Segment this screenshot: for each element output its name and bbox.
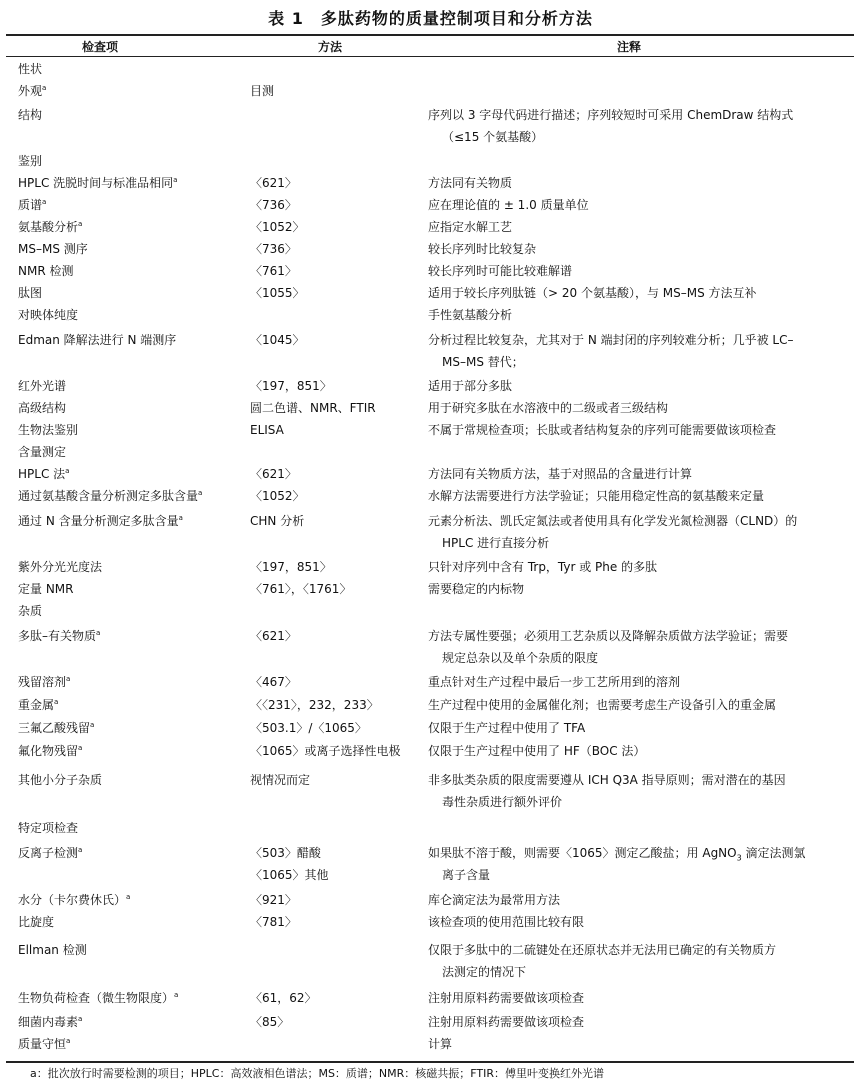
note-cell <box>428 717 833 739</box>
method-cell <box>250 463 425 485</box>
note-text: 注射用原料药需要做该项检查 <box>428 991 585 1005</box>
item-label: 性状 <box>18 62 43 76</box>
item-cell <box>18 600 250 622</box>
footnote-marker: a <box>54 698 59 706</box>
item-cell <box>18 939 250 961</box>
method-text: 〈736〉 <box>250 242 297 256</box>
method-cell <box>250 769 425 791</box>
note-text: 如果肽不溶于酸，则需要〈1065〉测定乙酸盐；用 AgNO <box>428 846 737 860</box>
note-cell <box>428 769 833 813</box>
item-label: NMR 检测 <box>18 264 74 278</box>
method-text: 〈1052〉 <box>250 220 305 234</box>
note-cell <box>428 260 833 282</box>
item-label: 细菌内毒素 <box>18 1015 79 1029</box>
method-cell <box>250 740 425 762</box>
item-cell <box>18 842 250 864</box>
method-text: 〈〈231〉，232，233〉 <box>250 698 379 712</box>
method-cell <box>250 578 425 600</box>
note-cell <box>428 485 833 507</box>
item-label: 含量测定 <box>18 445 67 459</box>
item-label: HPLC 洗脱时间与标准品相同 <box>18 176 174 190</box>
item-cell <box>18 238 250 260</box>
item-cell <box>18 485 250 507</box>
item-label: 红外光谱 <box>18 379 67 393</box>
item-label: 通过 N 含量分析测定多肽含量 <box>18 514 179 528</box>
item-cell <box>18 1033 250 1055</box>
item-label: 高级结构 <box>18 401 67 415</box>
note-cell <box>428 329 833 373</box>
item-cell <box>18 58 250 80</box>
note-cell <box>428 911 833 933</box>
note-cell <box>428 987 833 1009</box>
method-cell <box>250 375 425 397</box>
method-cell <box>250 260 425 282</box>
footnote-marker: a <box>78 220 83 228</box>
method-text: 〈621〉 <box>250 176 297 190</box>
note-text: 非多肽类杂质的限度需要遵从 ICH Q3A 指导原则；需对潜在的基因 <box>428 773 786 787</box>
item-label: 结构 <box>18 108 43 122</box>
note-cell <box>428 375 833 397</box>
table-title: 表 1 多肽药物的质量控制项目和分析方法 <box>268 9 593 28</box>
note-text: 生产过程中使用的金属催化剂；也需要考虑生产设备引入的重金属 <box>428 698 777 712</box>
note-text: 仅限于生产过程中使用了 HF（BOC 法） <box>428 744 646 758</box>
note-text: 注射用原料药需要做该项检查 <box>428 1015 585 1029</box>
note-text-continued: 规定总杂以及单个杂质的限度 <box>442 651 599 665</box>
note-cell <box>428 625 833 669</box>
method-cell <box>250 510 425 532</box>
item-cell <box>18 441 250 463</box>
item-cell <box>18 216 250 238</box>
method-cell <box>250 216 425 238</box>
item-cell <box>18 329 250 351</box>
method-cell <box>250 717 425 739</box>
method-cell <box>250 987 425 1009</box>
item-cell <box>18 419 250 441</box>
item-label: MS–MS 测序 <box>18 242 88 256</box>
note-text-continued: 法测定的情况下 <box>442 965 527 979</box>
note-text: 适用于部分多肽 <box>428 379 513 393</box>
footnote-marker: a <box>126 893 131 901</box>
note-text: 需要稳定的内标物 <box>428 582 525 596</box>
item-label: HPLC 法 <box>18 467 66 481</box>
note-cell <box>428 397 833 419</box>
method-text: 〈1052〉 <box>250 489 305 503</box>
method-text: 〈736〉 <box>250 198 297 212</box>
method-text: 〈467〉 <box>250 675 297 689</box>
item-label: 多肽–有关物质 <box>18 629 97 643</box>
footnote-marker: a <box>96 629 101 637</box>
header-item: 检查项 <box>82 40 119 54</box>
note-text: 适用于较长序列肽链（> 20 个氨基酸），与 MS–MS 方法互补 <box>428 286 757 300</box>
item-label: 质量守恒 <box>18 1037 67 1051</box>
footnote-marker: a <box>42 198 47 206</box>
method-text: 〈85〉 <box>250 1015 290 1029</box>
footnote-marker: a <box>173 176 178 184</box>
note-cell <box>428 510 833 554</box>
note-text: 不属于常规检查项；长肽或者结构复杂的序列可能需要做该项检查 <box>428 423 777 437</box>
item-label: Ellman 检测 <box>18 943 87 957</box>
item-label: 生物负荷检查（微生物限度） <box>18 991 175 1005</box>
item-cell <box>18 194 250 216</box>
method-cell <box>250 842 425 886</box>
note-text: 重点针对生产过程中最后一步工艺所用到的溶剂 <box>428 675 681 689</box>
note-text: 应在理论值的 ± 1.0 质量单位 <box>428 198 589 212</box>
note-text: 该检查项的使用范围比较有限 <box>428 915 585 929</box>
method-cell <box>250 485 425 507</box>
item-label: 定量 NMR <box>18 582 74 596</box>
item-label: 特定项检查 <box>18 821 79 835</box>
note-text: 应指定水解工艺 <box>428 220 513 234</box>
note-cell <box>428 304 833 326</box>
method-text: 〈61，62〉 <box>250 991 317 1005</box>
method-text: 〈921〉 <box>250 893 297 907</box>
item-label: 通过氨基酸含量分析测定多肽含量 <box>18 489 199 503</box>
note-cell <box>428 556 833 578</box>
note-text: 只针对序列中含有 Trp，Tyr 或 Phe 的多肽 <box>428 560 658 574</box>
item-label: 鉴别 <box>18 154 43 168</box>
method-text: 〈1065〉或离子选择性电极 <box>250 744 401 758</box>
item-cell <box>18 1011 250 1033</box>
method-text: ELISA <box>250 423 284 437</box>
note-cell <box>428 889 833 911</box>
method-text: 〈197，851〉 <box>250 379 332 393</box>
note-cell <box>428 671 833 693</box>
note-text: 方法同有关物质 <box>428 176 513 190</box>
item-cell <box>18 889 250 911</box>
note-cell <box>428 1033 833 1055</box>
method-cell <box>250 1011 425 1033</box>
method-cell <box>250 238 425 260</box>
method-cell <box>250 80 425 102</box>
note-cell <box>428 842 833 886</box>
method-cell <box>250 671 425 693</box>
method-text: 视情况而定 <box>250 773 311 787</box>
method-text: 〈1055〉 <box>250 286 305 300</box>
item-cell <box>18 987 250 1009</box>
method-cell <box>250 172 425 194</box>
method-cell <box>250 397 425 419</box>
note-text: 仅限于生产过程中使用了 TFA <box>428 721 586 735</box>
method-cell <box>250 911 425 933</box>
item-label: 反离子检测 <box>18 846 79 860</box>
item-label: 水分（卡尔费休氏） <box>18 893 127 907</box>
item-label: 比旋度 <box>18 915 55 929</box>
footnote-marker: a <box>66 1037 71 1045</box>
item-cell <box>18 671 250 693</box>
method-text: 〈761〉 <box>250 264 297 278</box>
item-cell <box>18 740 250 762</box>
note-cell <box>428 104 833 148</box>
note-text-continued: （≤15 个氨基酸） <box>442 130 544 144</box>
note-text: 水解方法需要进行方法学验证；只能用稳定性高的氨基酸来定量 <box>428 489 765 503</box>
footnote-marker: a <box>65 467 70 475</box>
note-text: 滴定法测氯 <box>741 846 806 860</box>
item-cell <box>18 717 250 739</box>
note-text: 方法同有关物质方法，基于对照品的含量进行计算 <box>428 467 693 481</box>
method-text: CHN 分析 <box>250 514 305 528</box>
method-text: 〈1045〉 <box>250 333 305 347</box>
footnote: a：批次放行时需要检测的项目；HPLC：高效液相色谱法；MS：质谱；NMR：核磁共振；FTIR：傅里叶变换红外光谱 <box>30 1067 605 1080</box>
note-text: 库仑滴定法为最常用方法 <box>428 893 561 907</box>
note-cell <box>428 194 833 216</box>
item-cell <box>18 510 250 532</box>
item-cell <box>18 375 250 397</box>
note-text: 序列以 3 字母代码进行描述；序列较短时可采用 ChemDraw 结构式 <box>428 108 794 122</box>
note-text: 计算 <box>428 1037 453 1051</box>
footnote-marker: a <box>174 991 179 999</box>
method-text: 〈781〉 <box>250 915 297 929</box>
footnote-marker: a <box>78 846 83 854</box>
item-label: 残留溶剂 <box>18 675 67 689</box>
item-label: 氨基酸分析 <box>18 220 79 234</box>
item-label: 杂质 <box>18 604 43 618</box>
note-cell <box>428 1011 833 1033</box>
method-text: 〈503〉醋酸 <box>250 846 321 860</box>
note-text: 元素分析法、凯氏定氮法或者使用具有化学发光氮检测器（CLND）的 <box>428 514 798 528</box>
item-cell <box>18 304 250 326</box>
method-text: 〈621〉 <box>250 629 297 643</box>
footnote-marker: a <box>90 721 95 729</box>
item-cell <box>18 463 250 485</box>
item-cell <box>18 260 250 282</box>
note-text: 分析过程比较复杂，尤其对于 N 端封闭的序列较难分析；几乎被 LC– <box>428 333 794 347</box>
method-cell <box>250 194 425 216</box>
note-cell <box>428 740 833 762</box>
method-cell <box>250 329 425 351</box>
item-cell <box>18 817 250 839</box>
method-cell <box>250 282 425 304</box>
method-text: 〈1065〉其他 <box>250 868 329 882</box>
header-note: 注释 <box>617 40 642 54</box>
item-label: 质谱 <box>18 198 43 212</box>
footnote-marker: a <box>198 489 203 497</box>
item-label: 三氟乙酸残留 <box>18 721 91 735</box>
item-cell <box>18 172 250 194</box>
item-cell <box>18 769 250 791</box>
note-cell <box>428 238 833 260</box>
item-cell <box>18 80 250 102</box>
item-label: 氟化物残留 <box>18 744 79 758</box>
footnote-marker: a <box>42 84 47 92</box>
note-cell <box>428 694 833 716</box>
note-cell <box>428 463 833 485</box>
item-label: 重金属 <box>18 698 55 712</box>
footnote-marker: a <box>78 744 83 752</box>
note-text: 方法专属性要强；必须用工艺杂质以及降解杂质做方法学验证；需要 <box>428 629 789 643</box>
item-cell <box>18 625 250 647</box>
item-cell <box>18 578 250 600</box>
note-text: 较长序列时比较复杂 <box>428 242 537 256</box>
footnote-marker: a <box>178 514 183 522</box>
footnote-marker: a <box>66 675 71 683</box>
item-cell <box>18 694 250 716</box>
note-cell <box>428 172 833 194</box>
note-subscript: 3 <box>736 853 742 863</box>
item-cell <box>18 104 250 126</box>
top-rule <box>6 34 854 36</box>
method-text: 〈761〉，〈1761〉 <box>250 582 352 596</box>
note-text: 手性氨基酸分析 <box>428 308 513 322</box>
note-text-continued: 离子含量 <box>442 868 491 882</box>
method-text: 目测 <box>250 84 275 98</box>
item-label: 对映体纯度 <box>18 308 79 322</box>
note-text: 较长序列时可能比较难解谱 <box>428 264 573 278</box>
method-text: 〈503.1〉/〈1065〉 <box>250 721 367 735</box>
footnote-marker: a <box>78 1015 83 1023</box>
note-cell <box>428 939 833 983</box>
item-label: 肽图 <box>18 286 43 300</box>
item-cell <box>18 150 250 172</box>
note-cell <box>428 216 833 238</box>
item-label: 外观 <box>18 84 43 98</box>
note-text-continued: HPLC 进行直接分析 <box>442 536 550 550</box>
note-cell <box>428 282 833 304</box>
item-label: 生物法鉴别 <box>18 423 79 437</box>
method-text: 圆二色谱、NMR、FTIR <box>250 401 376 415</box>
item-label: 其他小分子杂质 <box>18 773 103 787</box>
method-cell <box>250 625 425 647</box>
method-text: 〈621〉 <box>250 467 297 481</box>
item-cell <box>18 556 250 578</box>
method-cell <box>250 419 425 441</box>
method-cell <box>250 889 425 911</box>
header-method: 方法 <box>318 40 343 54</box>
note-text: 仅限于多肽中的二硫键处在还原状态并无法用已确定的有关物质方 <box>428 943 777 957</box>
note-text-continued: 毒性杂质进行额外评价 <box>442 795 563 809</box>
bottom-rule <box>6 1061 854 1063</box>
item-label: 紫外分光光度法 <box>18 560 103 574</box>
item-cell <box>18 282 250 304</box>
method-cell <box>250 556 425 578</box>
note-text: 用于研究多肽在水溶液中的二级或者三级结构 <box>428 401 669 415</box>
item-cell <box>18 397 250 419</box>
method-cell <box>250 694 425 716</box>
item-label: Edman 降解法进行 N 端测序 <box>18 333 177 347</box>
note-cell <box>428 419 833 441</box>
header-rule <box>6 56 854 57</box>
note-cell <box>428 578 833 600</box>
item-cell <box>18 911 250 933</box>
note-text-continued: MS–MS 替代； <box>442 355 524 369</box>
method-text: 〈197，851〉 <box>250 560 332 574</box>
